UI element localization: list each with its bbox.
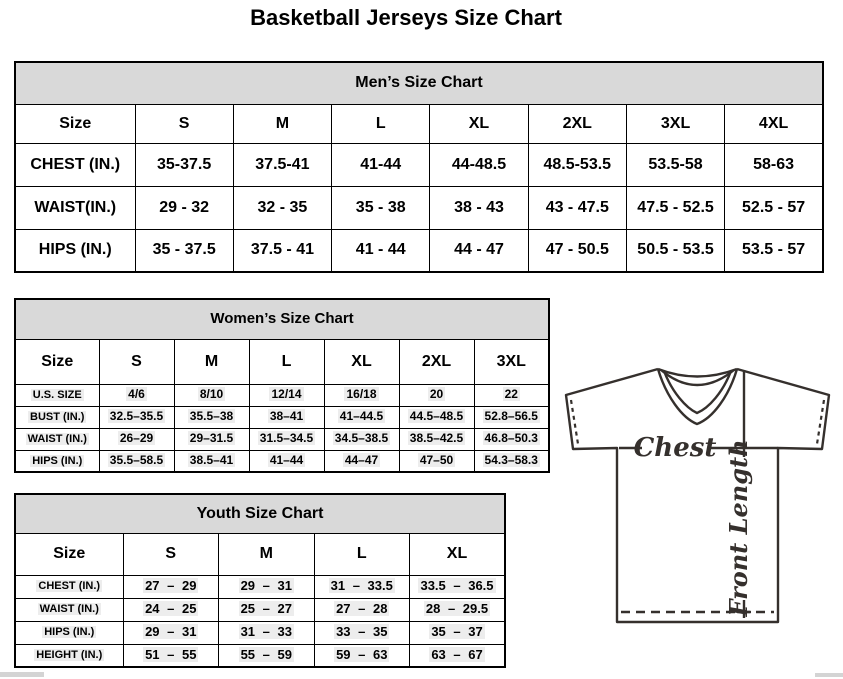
row-label-text: U.S. SIZE (32, 388, 82, 401)
cell-text: 31 – 33.5 (330, 578, 393, 594)
cell: 35 - 37.5 (135, 229, 233, 272)
table-row (15, 494, 505, 533)
table-row (15, 229, 823, 272)
jersey-outline (566, 369, 829, 622)
cell (123, 621, 219, 644)
column-header: XL (324, 339, 399, 384)
cell-text: 38–41 (269, 409, 304, 424)
column-header: 2XL (528, 104, 626, 143)
cell (399, 406, 474, 428)
cell (474, 450, 549, 472)
cell-text: 8/10 (199, 387, 224, 402)
cell (324, 428, 399, 450)
jersey-diagram (540, 362, 840, 674)
cell: 50.5 - 53.5 (626, 229, 724, 272)
cell (474, 384, 549, 406)
cell (219, 575, 315, 598)
cell (174, 406, 249, 428)
cell (174, 384, 249, 406)
row-label-text: HEIGHT (IN.) (36, 649, 103, 662)
cell-text: 27 – 29 (145, 578, 197, 594)
table-row (15, 104, 823, 143)
cell: 35 - 38 (332, 186, 430, 229)
table-row (15, 384, 549, 406)
table-row (15, 598, 505, 621)
cell: 38 - 43 (430, 186, 528, 229)
chest-label: Chest (633, 433, 717, 463)
column-header: XL (430, 104, 528, 143)
cell (99, 406, 174, 428)
cell (174, 450, 249, 472)
cell (123, 575, 219, 598)
column-header: M (174, 339, 249, 384)
cell (324, 450, 399, 472)
cell (219, 598, 315, 621)
cell (399, 428, 474, 450)
cell-text: 47–50 (419, 453, 454, 468)
cell: 53.5-58 (626, 143, 724, 186)
table-row (15, 644, 505, 667)
table-row (15, 339, 549, 384)
cell-text: 24 – 25 (145, 601, 197, 617)
cell-text: 35 – 37 (431, 624, 483, 640)
cell: 41-44 (332, 143, 430, 186)
cell (314, 621, 410, 644)
column-header: S (135, 104, 233, 143)
cell: 48.5-53.5 (528, 143, 626, 186)
cell (410, 598, 506, 621)
row-label (15, 598, 123, 621)
row-label-text: WAIST (IN.) (27, 432, 87, 445)
table-row (15, 143, 823, 186)
table-row (15, 428, 549, 450)
cell: 32 - 35 (233, 186, 331, 229)
cell-text: 35.5–58.5 (109, 453, 164, 468)
table-row (15, 575, 505, 598)
column-header: L (314, 533, 410, 575)
cell: 52.5 - 57 (725, 186, 823, 229)
cell-text: 51 – 55 (145, 647, 197, 663)
cell-text: 29–31.5 (189, 431, 234, 446)
column-header: 3XL (474, 339, 549, 384)
cell-text: 52.8–56.5 (484, 409, 538, 424)
cell (324, 406, 399, 428)
column-header: 4XL (725, 104, 823, 143)
cell (474, 428, 549, 450)
table-row (15, 299, 549, 339)
row-label: HIPS (IN.) (15, 229, 135, 272)
cell-text: 35.5–38 (189, 409, 234, 424)
cell-text: 59 – 63 (336, 647, 388, 663)
column-header: M (219, 533, 315, 575)
cell-text: 41–44 (269, 453, 304, 468)
cell (123, 598, 219, 621)
cell (249, 428, 324, 450)
horizontal-scrollbar-fragment-left[interactable] (0, 672, 44, 677)
cell-text: 4/6 (128, 387, 145, 402)
cell-text: 27 – 28 (336, 601, 388, 617)
cell-text: 33 – 35 (336, 624, 388, 640)
cell: 47.5 - 52.5 (626, 186, 724, 229)
cell: 35-37.5 (135, 143, 233, 186)
cell-text: 44–47 (344, 453, 379, 468)
cell (123, 644, 219, 667)
cell: 29 - 32 (135, 186, 233, 229)
cell (410, 621, 506, 644)
table-row (15, 533, 505, 575)
cell-text: 34.5–38.5 (334, 431, 389, 446)
cell (174, 428, 249, 450)
cell-text: 29 – 31 (240, 578, 292, 594)
cell: 53.5 - 57 (725, 229, 823, 272)
row-label (15, 428, 99, 450)
cell (219, 621, 315, 644)
row-label-text: HIPS (IN.) (32, 454, 83, 467)
cell-text: 44.5–48.5 (409, 409, 464, 424)
column-header: S (123, 533, 219, 575)
column-header: Size (15, 533, 123, 575)
cell (399, 450, 474, 472)
cell: 41 - 44 (332, 229, 430, 272)
page-title: Basketball Jerseys Size Chart (250, 5, 562, 30)
cell (249, 406, 324, 428)
cell-text: 22 (504, 387, 518, 402)
row-label-text: CHEST (IN.) (38, 580, 101, 593)
cell-text: 25 – 27 (240, 601, 292, 617)
cell-text: 31.5–34.5 (259, 431, 314, 446)
cell (314, 598, 410, 621)
cell-text: 54.3–58.3 (484, 453, 538, 468)
table-caption: Youth Size Chart (15, 494, 505, 533)
row-label (15, 406, 99, 428)
cell-text: 41–44.5 (339, 409, 384, 424)
cell-text: 38.5–42.5 (409, 431, 464, 446)
cell-text: 16/18 (346, 387, 377, 402)
cell-text: 55 – 59 (240, 647, 292, 663)
row-label (15, 621, 123, 644)
cell-text: 26–29 (119, 431, 154, 446)
row-label-text: BUST (IN.) (30, 410, 85, 423)
cell: 37.5-41 (233, 143, 331, 186)
front-length-label: Front Length (724, 439, 753, 617)
column-header: Size (15, 339, 99, 384)
table-row (15, 621, 505, 644)
column-header: 2XL (399, 339, 474, 384)
column-header: S (99, 339, 174, 384)
cell (314, 644, 410, 667)
row-label-text: HIPS (IN.) (44, 626, 95, 639)
cell-text: 28 – 29.5 (425, 601, 489, 617)
youth-size-chart-table (14, 493, 506, 668)
cell (99, 428, 174, 450)
row-label (15, 644, 123, 667)
cell: 37.5 - 41 (233, 229, 331, 272)
cell (99, 384, 174, 406)
cell-text: 46.8–50.3 (484, 431, 538, 446)
table-row (15, 186, 823, 229)
column-header: 3XL (626, 104, 724, 143)
column-header: L (249, 339, 324, 384)
cell: 44-48.5 (430, 143, 528, 186)
horizontal-scrollbar-fragment-right[interactable] (815, 673, 843, 677)
row-label (15, 450, 99, 472)
cell-text: 32.5–35.5 (109, 409, 164, 424)
cell (314, 575, 410, 598)
table-caption: Women’s Size Chart (15, 299, 549, 339)
column-header: XL (410, 533, 506, 575)
cell-text: 38.5–41 (189, 453, 234, 468)
cell (249, 450, 324, 472)
cell-text: 33.5 – 36.5 (420, 578, 494, 594)
table-row (15, 406, 549, 428)
cell-text: 12/14 (271, 387, 302, 402)
cell-text: 31 – 33 (240, 624, 292, 640)
row-label-text: WAIST (IN.) (39, 603, 99, 616)
cell: 47 - 50.5 (528, 229, 626, 272)
cell: 43 - 47.5 (528, 186, 626, 229)
cell-text: 29 – 31 (145, 624, 197, 640)
womens-size-chart-table (14, 298, 550, 473)
cell: 44 - 47 (430, 229, 528, 272)
mens-size-chart-table (14, 61, 824, 273)
cell (219, 644, 315, 667)
cell (474, 406, 549, 428)
cell: 58-63 (725, 143, 823, 186)
cell (99, 450, 174, 472)
row-label (15, 575, 123, 598)
cell (249, 384, 324, 406)
cell (324, 384, 399, 406)
table-row (15, 62, 823, 104)
row-label (15, 384, 99, 406)
cell-text: 63 – 67 (431, 647, 483, 663)
column-header: Size (15, 104, 135, 143)
column-header: M (233, 104, 331, 143)
row-label: CHEST (IN.) (15, 143, 135, 186)
table-row (15, 450, 549, 472)
cell (410, 575, 506, 598)
table-caption: Men’s Size Chart (15, 62, 823, 104)
cell (399, 384, 474, 406)
row-label: WAIST(IN.) (15, 186, 135, 229)
cell-text: 20 (429, 387, 444, 402)
cell (410, 644, 506, 667)
column-header: L (332, 104, 430, 143)
